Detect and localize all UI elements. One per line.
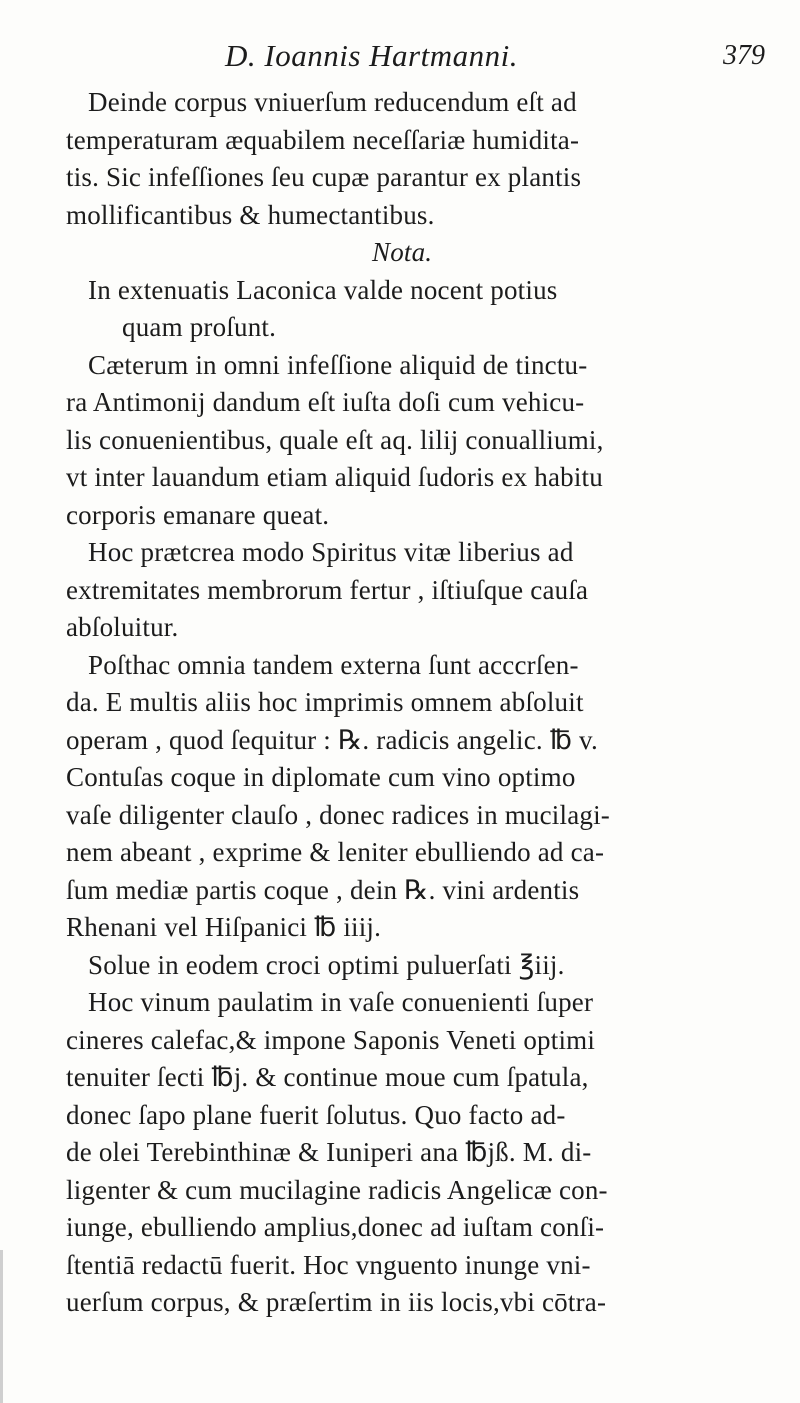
text-line: Cæterum in omni infeſſione aliquid de tinctu-: [88, 349, 588, 380]
page-edge-shadow: [0, 1250, 3, 1403]
text-line: operam , quod ſequitur : ℞. radicis angelic. ℔ v.: [66, 724, 598, 755]
text-line: ligenter & cum mucilagine radicis Angelicæ con-: [66, 1174, 608, 1205]
text-line: ra Antimonij dandum eſt iuſta doſi cum vehicu-: [66, 387, 585, 417]
text-line: Hoc vinum paulatim in vaſe conuenienti ſuper: [88, 987, 594, 1017]
text-line: corporis emanare queat.: [66, 499, 330, 530]
section-heading: Nota.: [372, 237, 433, 267]
text-line: tenuiter ſecti ℔j. & continue moue cum ſpatula,: [66, 1062, 589, 1092]
text-line: Deinde corpus vniuerſum reducendum eſt ad: [88, 87, 577, 117]
text-line: Poſthac omnia tandem externa ſunt acccrſen-: [88, 649, 579, 680]
text-line: vaſe diligenter clauſo , donec radices in mucilagi-: [66, 799, 610, 830]
text-line: Contuſas coque in diplomate cum vino optimo: [66, 762, 576, 792]
text-line: de olei Terebinthinæ & Iuniperi ana ℔jß. M. di-: [66, 1137, 592, 1167]
text-line: ſtentiā redactū fuerit. Hoc vnguento inunge vni-: [66, 1249, 591, 1280]
text-line: vt inter lauandum etiam aliquid ſudoris ex habitu: [66, 462, 603, 492]
text-line: mollificantibus & humectantibus.: [66, 199, 435, 230]
text-line: lis conuenientibus, quale eſt aq. lilij conualliumi,: [66, 424, 604, 455]
text-line: ſum mediæ partis coque , dein ℞. vini ardentis: [66, 874, 580, 905]
text-line: nem abeant , exprime & leniter ebulliendo ad ca-: [66, 837, 605, 867]
body-text: [66, 84, 786, 1322]
text-line: uerſum corpus, & præſertim in iis locis,vbi cōtra-: [66, 1287, 607, 1317]
text-line: abſoluitur.: [66, 612, 179, 642]
page-number: 379: [723, 40, 765, 71]
text-line: cineres calefac,& impone Saponis Veneti optimi: [66, 1024, 596, 1055]
text-line: In extenuatis Laconica valde nocent potius: [88, 274, 558, 305]
text-line: temperaturam æquabilem neceſſariæ humidita-: [66, 124, 580, 155]
text-line: extremitates membrorum fertur , iſtiuſque cauſa: [66, 574, 589, 605]
text-line: quam proſunt.: [122, 312, 277, 342]
text-line: Rhenani vel Hiſpanici ℔ iiij.: [66, 912, 382, 942]
running-title: D. Ioannis Hartmanni.: [225, 38, 518, 73]
text-line: Hoc prætcrea modo Spiritus vitæ liberius ad: [88, 537, 574, 567]
text-line: iunge, ebulliendo amplius,donec ad iuſtam conſi-: [66, 1212, 605, 1242]
text-line: da. E multis aliis hoc imprimis omnem abſoluit: [66, 687, 584, 717]
text-line: tis. Sic infeſſiones ſeu cupæ parantur ex plantis: [66, 162, 582, 192]
text-line: donec ſapo plane fuerit ſolutus. Quo facto ad-: [66, 1099, 566, 1130]
text-line: Solue in eodem croci optimi puluerſati ℥iij.: [88, 949, 565, 980]
running-head: [225, 38, 765, 78]
